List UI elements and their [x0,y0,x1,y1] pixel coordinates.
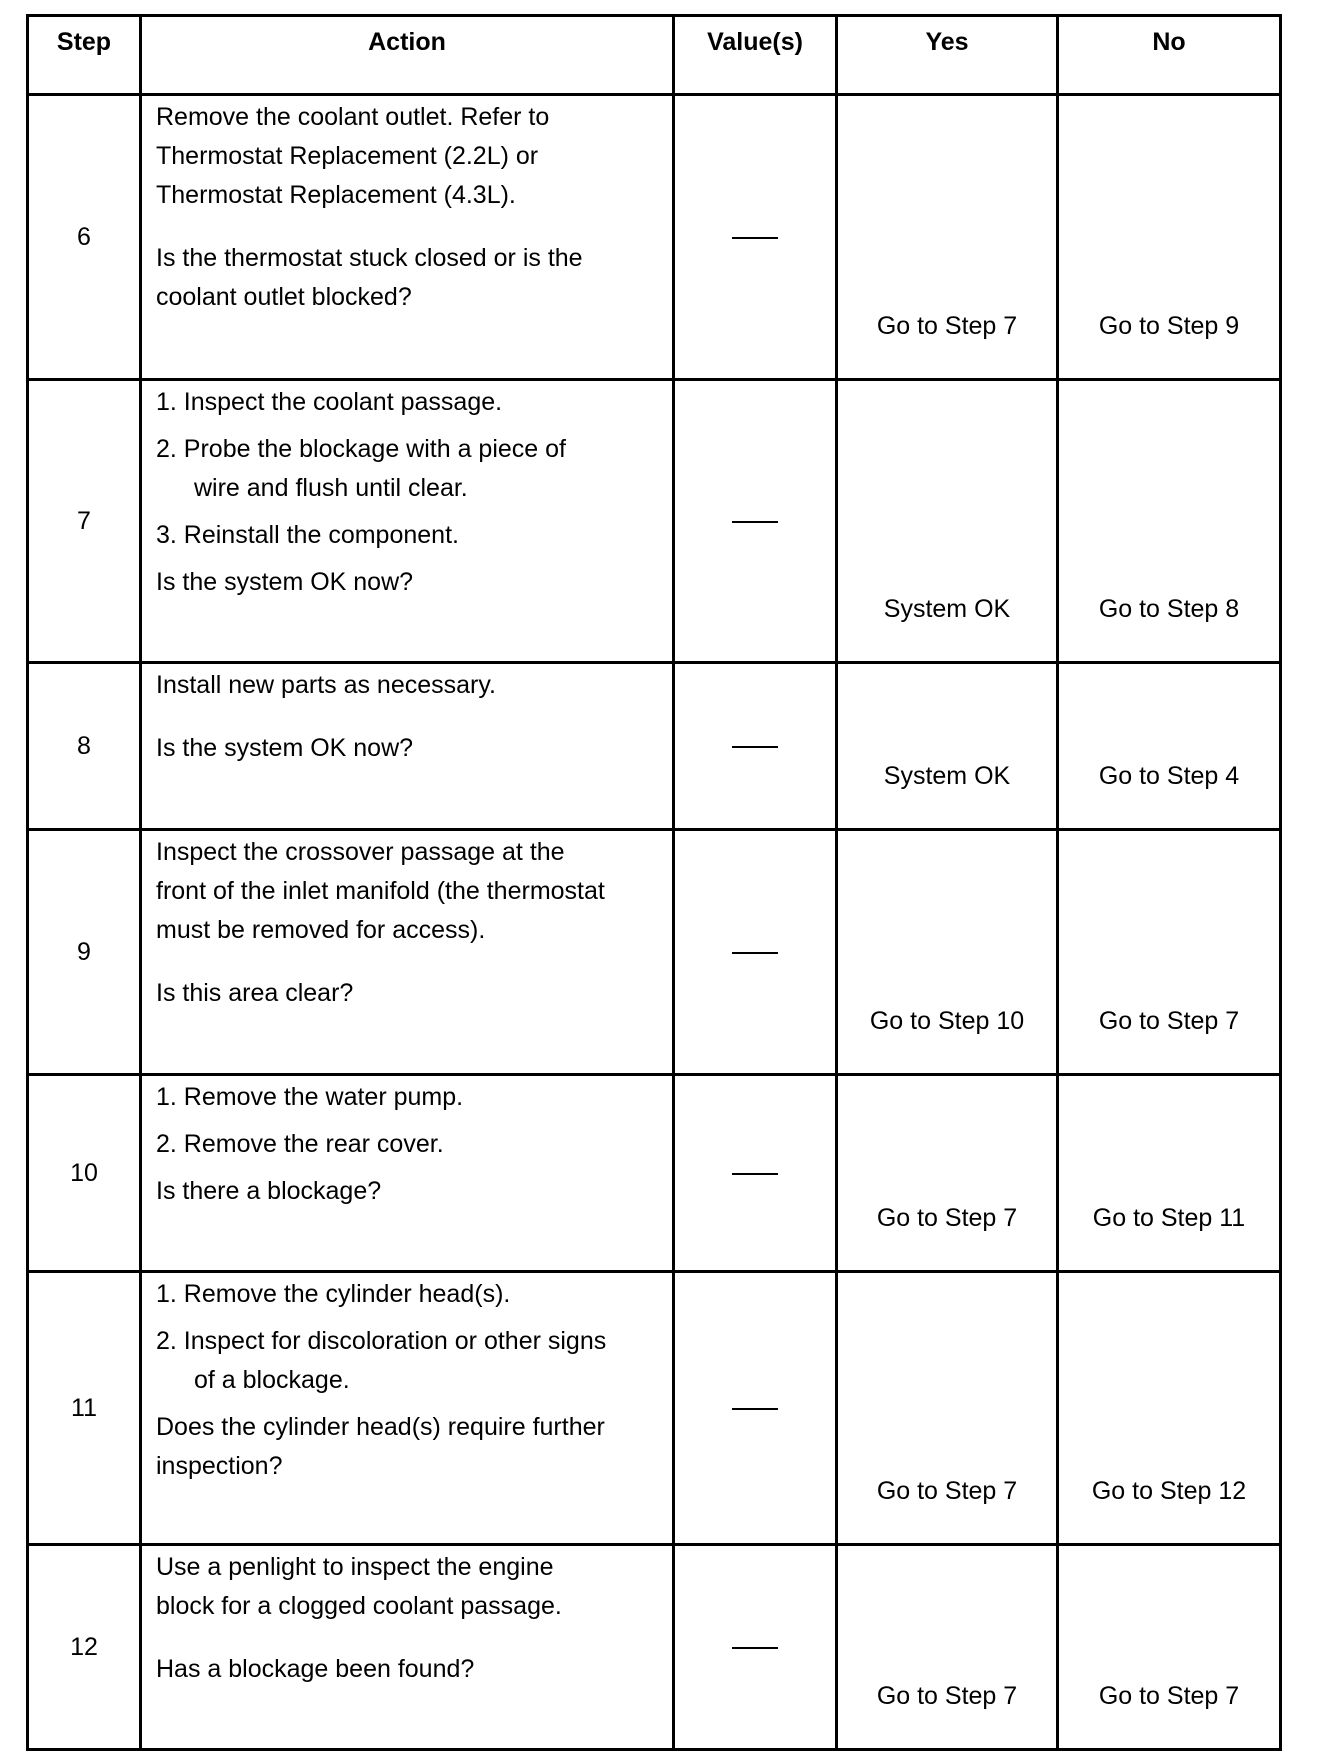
action-cell [141,663,674,830]
header-values: Value(s) [674,16,837,95]
yes-result: Go to Step 10 [837,830,1058,1075]
no-result: Go to Step 12 [1058,1272,1281,1545]
yes-result: System OK [837,380,1058,663]
step-number: 8 [28,663,141,830]
value-dash [732,1408,778,1410]
action-line: Thermostat Replacement (4.3L). [156,181,516,209]
header-row [28,16,1281,95]
action-line: Use a penlight to inspect the engine [156,1553,554,1581]
table-row [28,663,1281,830]
action-line: of a blockage. [194,1366,350,1394]
no-result: Go to Step 7 [1058,830,1281,1075]
action-line: 1. Remove the water pump. [156,1083,464,1111]
action-cell [141,1545,674,1750]
action-item [156,430,662,508]
action-line: 2. Inspect for discoloration or other signs [156,1327,607,1355]
no-result: Go to Step 9 [1058,95,1281,380]
action-line: 1. Inspect the coolant passage. [156,388,503,416]
action-question: inspection? [156,1452,283,1480]
value-cell [674,380,837,663]
action-question: Is this area clear? [156,979,354,1007]
action-question: Has a blockage been found? [156,1655,475,1683]
value-dash [732,952,778,954]
value-dash [732,1647,778,1649]
value-dash [732,521,778,523]
action-question: Does the cylinder head(s) require further [156,1413,605,1441]
action-item [156,383,662,422]
step-number: 11 [28,1272,141,1545]
spacer [156,1626,662,1650]
spacer [156,215,662,239]
action-line: must be removed for access). [156,916,486,944]
no-result: Go to Step 7 [1058,1545,1281,1750]
action-cell [141,1272,674,1545]
action-line: Inspect the crossover passage at the [156,838,565,866]
spacer [156,950,662,974]
spacer [156,705,662,729]
table-row [28,1272,1281,1545]
yes-result: Go to Step 7 [837,1272,1058,1545]
value-dash [732,237,778,239]
step-number: 7 [28,380,141,663]
header-no: No [1058,16,1281,95]
table-row [28,380,1281,663]
action-line: 2. Remove the rear cover. [156,1130,444,1158]
no-result: Go to Step 11 [1058,1075,1281,1272]
step-number: 9 [28,830,141,1075]
table-row [28,830,1281,1075]
action-line: wire and flush until clear. [194,474,468,502]
header-step: Step [28,16,141,95]
action-line: Remove the coolant outlet. Refer to [156,103,550,131]
table-row [28,1545,1281,1750]
table-row [28,1075,1281,1272]
yes-result: System OK [837,663,1058,830]
table-row [28,95,1281,380]
action-question: Is there a blockage? [156,1177,382,1205]
value-dash [732,746,778,748]
diagnostic-table [26,14,1282,1751]
value-dash [732,1173,778,1175]
value-cell [674,830,837,1075]
action-line: front of the inlet manifold (the thermostat [156,877,605,905]
action-line: Thermostat Replacement (2.2L) or [156,142,539,170]
yes-result: Go to Step 7 [837,1075,1058,1272]
action-cell [141,1075,674,1272]
step-number: 10 [28,1075,141,1272]
step-number: 6 [28,95,141,380]
action-line: block for a clogged coolant passage. [156,1592,562,1620]
no-result: Go to Step 8 [1058,380,1281,663]
action-question: Is the system OK now? [156,734,414,762]
header-action: Action [141,16,674,95]
step-number: 12 [28,1545,141,1750]
action-item [156,1078,662,1117]
action-item [156,1275,662,1314]
yes-result: Go to Step 7 [837,1545,1058,1750]
action-question: Is the system OK now? [156,568,414,596]
header-yes: Yes [837,16,1058,95]
action-line: 3. Reinstall the component. [156,521,459,549]
action-cell [141,95,674,380]
action-item [156,1125,662,1164]
no-result: Go to Step 4 [1058,663,1281,830]
action-line: 2. Probe the blockage with a piece of [156,435,566,463]
action-question: coolant outlet blocked? [156,283,412,311]
value-cell [674,1075,837,1272]
value-cell [674,663,837,830]
value-cell [674,1272,837,1545]
action-line: 1. Remove the cylinder head(s). [156,1280,511,1308]
action-line: Install new parts as necessary. [156,671,496,699]
action-question: Is the thermostat stuck closed or is the [156,244,583,272]
value-cell [674,1545,837,1750]
action-item [156,516,662,555]
action-cell [141,380,674,663]
action-item [156,1322,662,1400]
action-cell [141,830,674,1075]
value-cell [674,95,837,380]
yes-result: Go to Step 7 [837,95,1058,380]
